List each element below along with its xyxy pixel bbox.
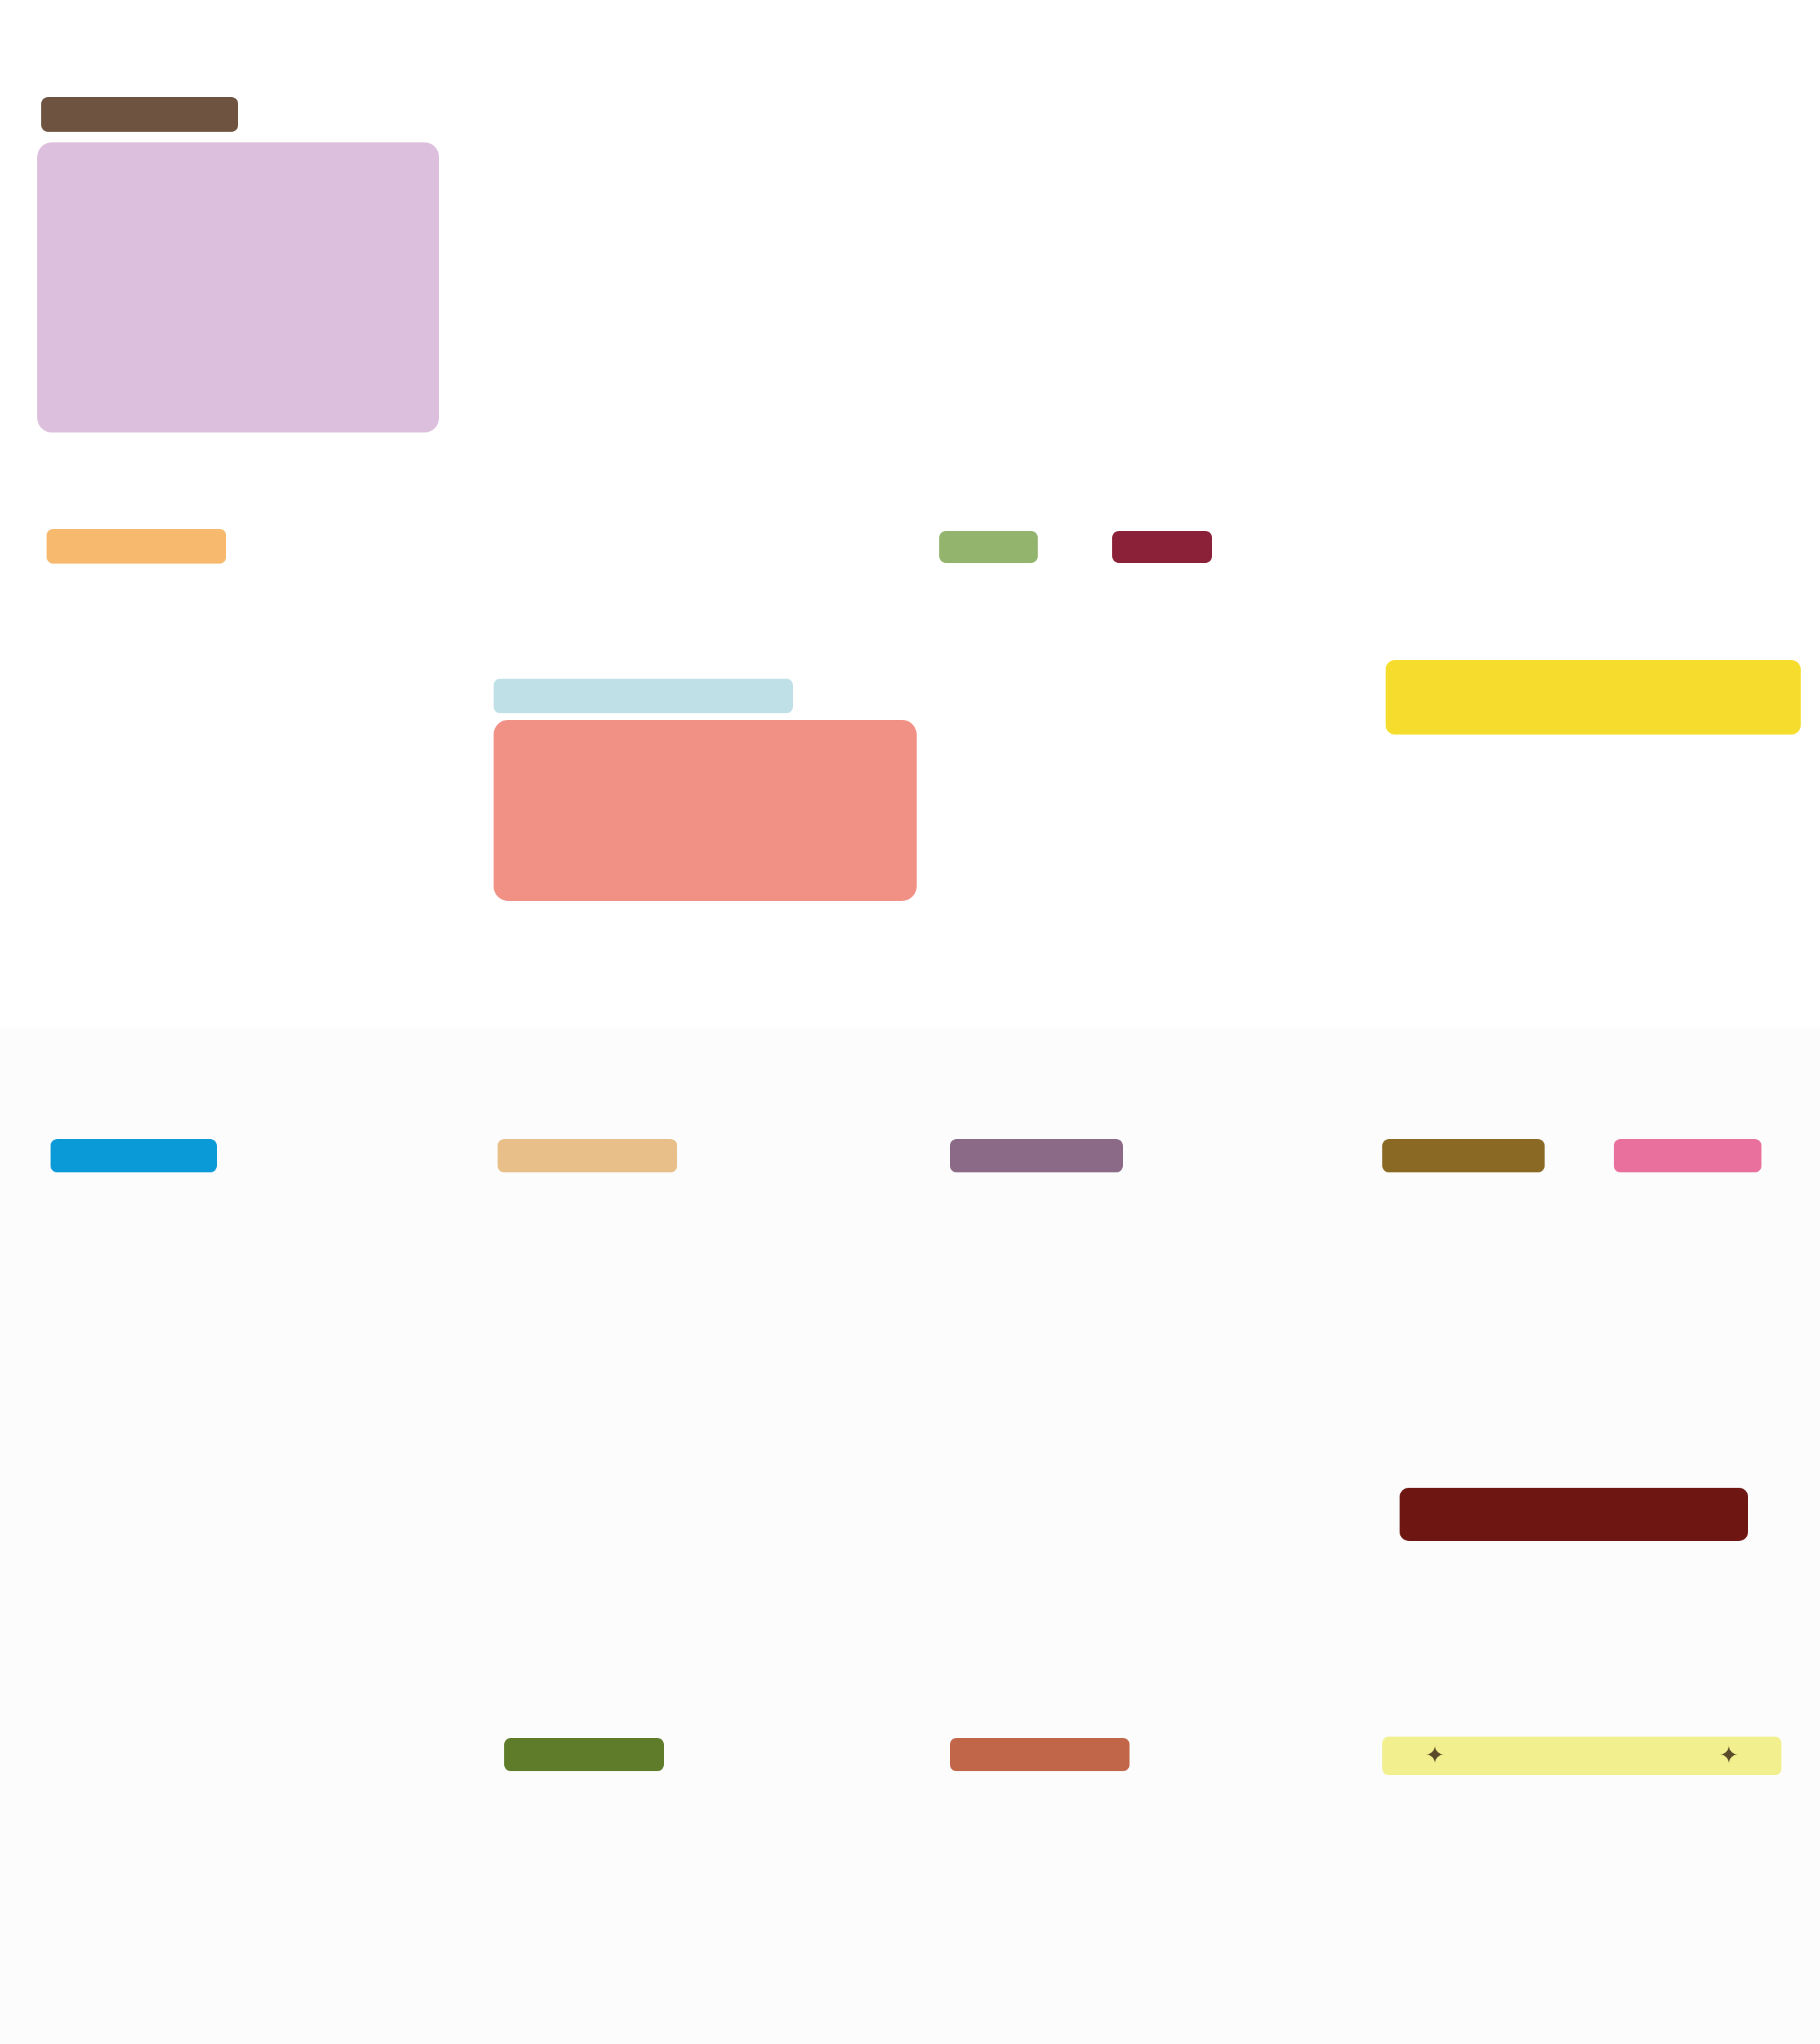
othership-tag: [1382, 1737, 1781, 1775]
othership-right-icon: ✦: [1718, 1742, 1739, 1769]
cold-tonics-tag: [504, 1738, 664, 1771]
iced-tag: [1112, 531, 1212, 563]
hot-tag: [939, 531, 1038, 563]
mushroom-box: [494, 720, 917, 901]
catering-button[interactable]: [1400, 1488, 1748, 1541]
boosters-box: [37, 142, 439, 432]
bowls-tag: [51, 1139, 217, 1172]
bars-tag: [1614, 1139, 1761, 1172]
barmilk-box: [1386, 660, 1801, 735]
wellness-shots-tag: [950, 1738, 1130, 1771]
salads-tag: [950, 1139, 1123, 1172]
bites-tag: [1382, 1139, 1545, 1172]
matcha-coffee-boosters-tag: [494, 679, 793, 713]
boosters-tag: [41, 97, 238, 132]
othership-left-icon: ✦: [1425, 1742, 1445, 1769]
toasts-tag: [498, 1139, 677, 1172]
lattes-elixirs-tag: [47, 529, 226, 564]
